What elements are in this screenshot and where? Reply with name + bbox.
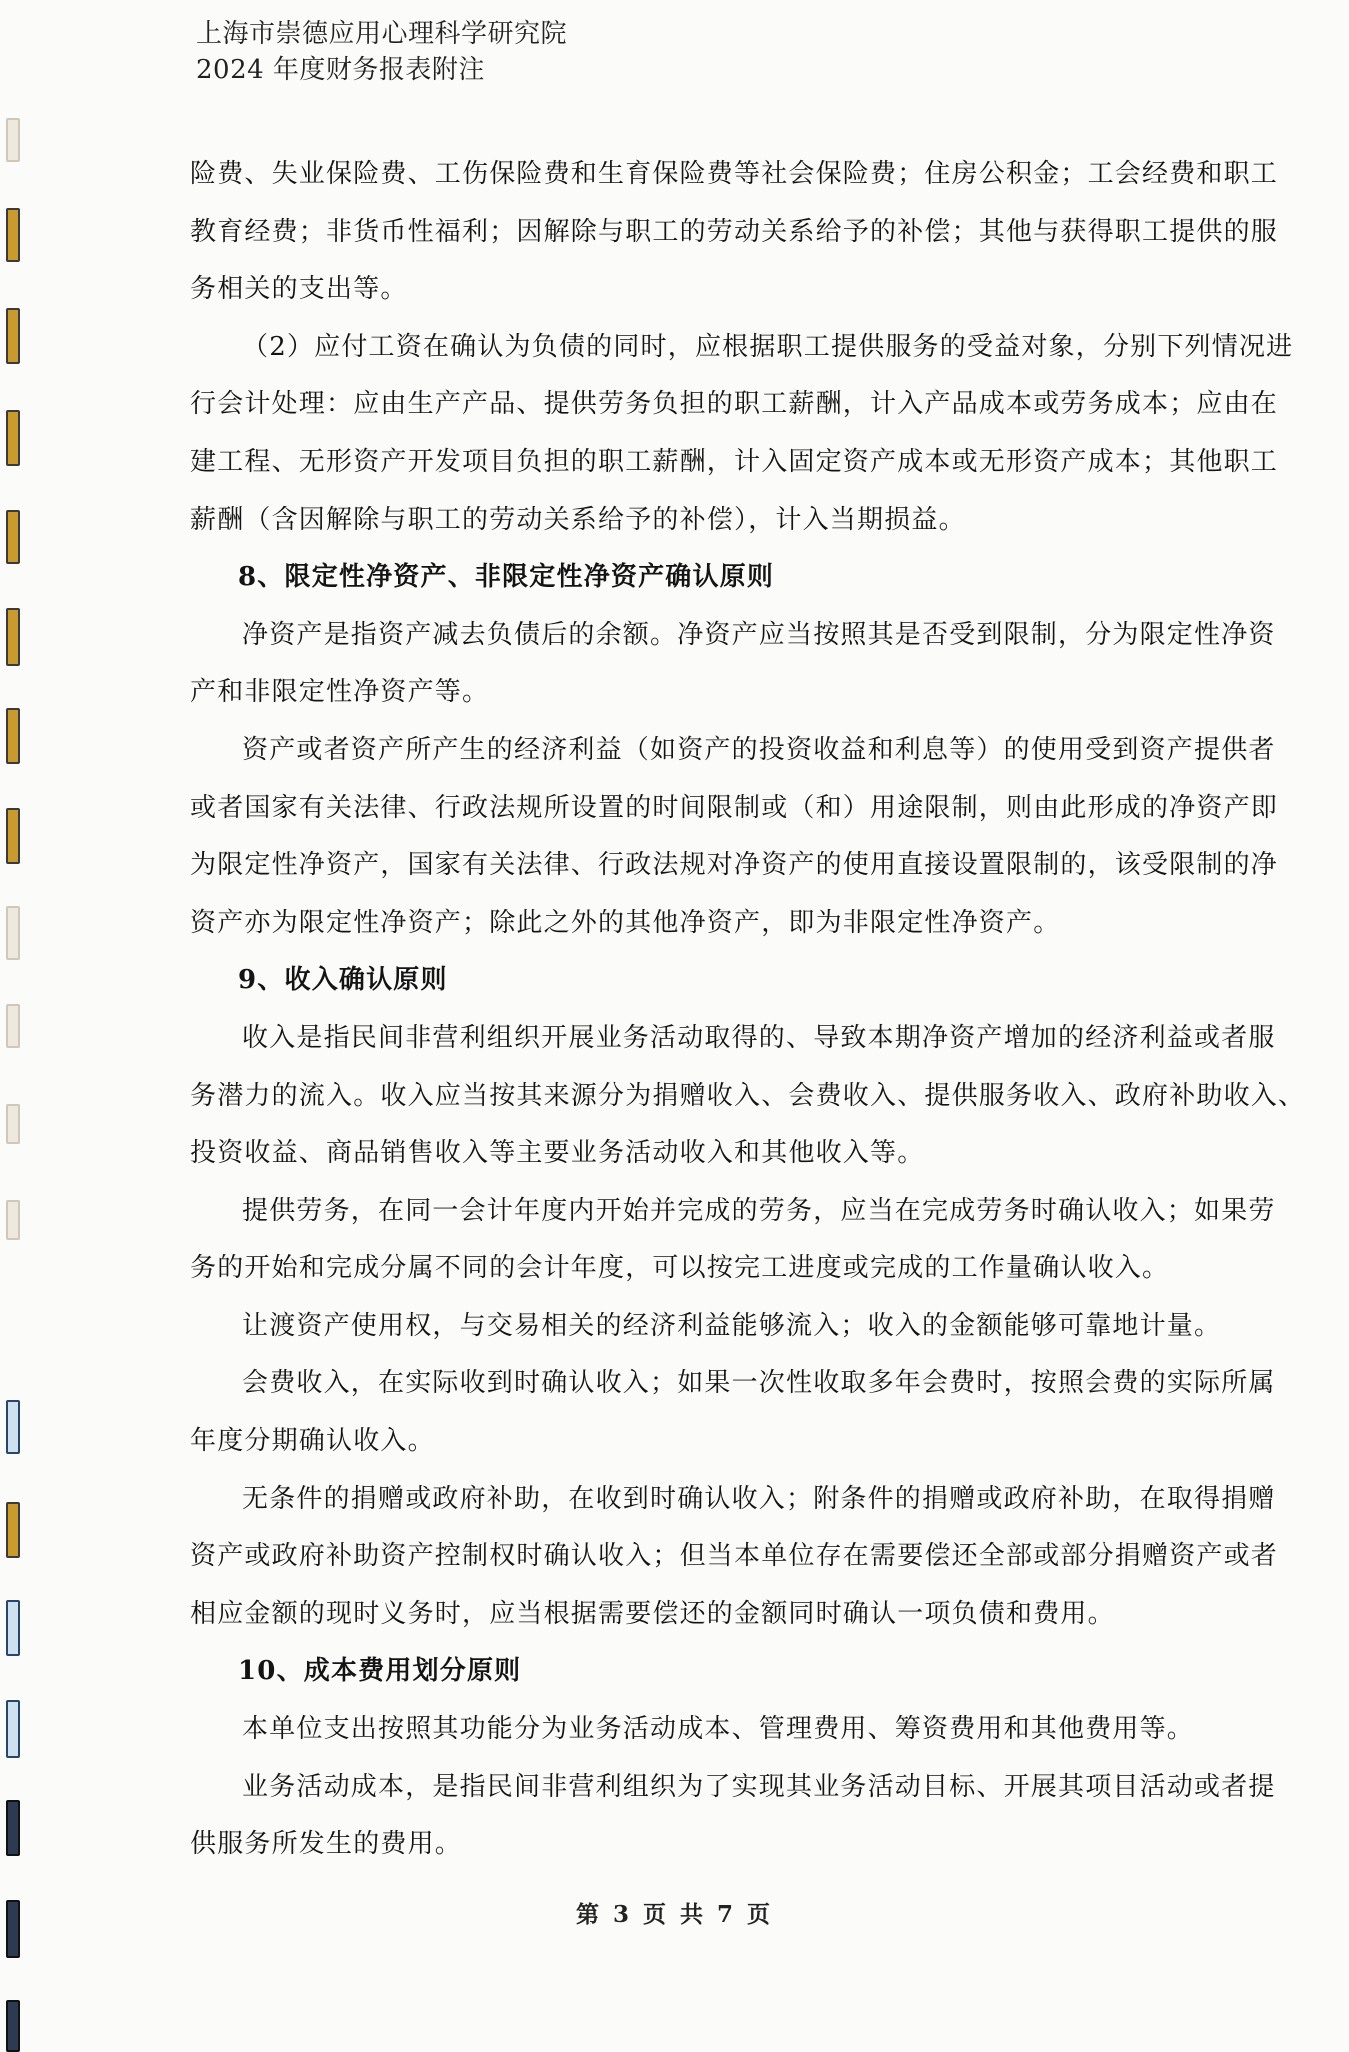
section-heading: 9、收入确认原则	[238, 965, 448, 996]
text-line: 年度分期确认收入。	[190, 1426, 435, 1457]
text-line: 净资产是指资产减去负债后的余额。净资产应当按照其是否受到限制，分为限定性净资	[242, 619, 1276, 650]
binding-mark	[6, 1400, 20, 1454]
text-line: 产和非限定性净资产等。	[190, 677, 490, 708]
section-heading: 8、限定性净资产、非限定性净资产确认原则	[238, 562, 775, 593]
binding-mark	[6, 808, 20, 864]
body-text	[190, 146, 1306, 1874]
organization-name: 上海市崇德应用心理科学研究院	[196, 19, 568, 49]
text-line: 资产亦为限定性净资产；除此之外的其他净资产，即为非限定性净资产。	[190, 907, 1061, 938]
binding-mark	[6, 608, 20, 666]
binding-mark	[6, 208, 20, 262]
page-number: 第 3 页 共 7 页	[575, 1901, 774, 1928]
text-line: 建工程、无形资产开发项目负担的职工薪酬，计入固定资产成本或无形资产成本；其他职工	[190, 446, 1279, 477]
text-line: 资产或者资产所产生的经济利益（如资产的投资收益和利息等）的使用受到资产提供者	[242, 734, 1276, 765]
binding-mark	[6, 708, 20, 764]
binding-mark	[6, 1600, 20, 1656]
text-line: （2）应付工资在确认为负债的同时，应根据职工提供服务的受益对象，分别下列情况进	[242, 331, 1294, 362]
text-line: 无条件的捐赠或政府补助，在收到时确认收入；附条件的捐赠或政府补助，在取得捐赠	[242, 1483, 1276, 1514]
binding-mark	[6, 2000, 20, 2052]
binding-mark	[6, 118, 20, 162]
text-line: 险费、失业保险费、工伤保险费和生育保险费等社会保险费；住房公积金；工会经费和职工	[190, 159, 1279, 189]
binding-mark	[6, 1800, 20, 1856]
text-line: 薪酬（含因解除与职工的劳动关系给予的补偿），计入当期损益。	[190, 504, 966, 535]
text-line: 务相关的支出等。	[190, 274, 408, 305]
binding-mark	[6, 1502, 20, 1558]
report-title: 2024 年度财务报表附注	[196, 55, 485, 85]
text-line: 供服务所发生的费用。	[190, 1829, 463, 1860]
text-line: 或者国家有关法律、行政法规所设置的时间限制或（和）用途限制，则由此形成的净资产即	[190, 792, 1279, 823]
text-line: 投资收益、商品销售收入等主要业务活动收入和其他收入等。	[190, 1138, 925, 1169]
text-line: 相应金额的现时义务时，应当根据需要偿还的金额同时确认一项负债和费用。	[190, 1598, 1115, 1629]
text-line: 务的开始和完成分属不同的会计年度，可以按完工进度或完成的工作量确认收入。	[190, 1253, 1170, 1284]
binding-mark	[6, 906, 20, 960]
text-line: 让渡资产使用权，与交易相关的经济利益能够流入；收入的金额能够可靠地计量。	[242, 1310, 1222, 1341]
binding-mark	[6, 1200, 20, 1240]
text-line: 业务活动成本，是指民间非营利组织为了实现其业务活动目标、开展其项目活动或者提	[242, 1771, 1276, 1802]
section-heading: 10、成本费用划分原则	[238, 1656, 522, 1687]
text-line: 资产或政府补助资产控制权时确认收入；但当本单位存在需要偿还全部或部分捐赠资产或者	[190, 1541, 1279, 1572]
text-line: 本单位支出按照其功能分为业务活动成本、管理费用、筹资费用和其他费用等。	[242, 1714, 1195, 1745]
text-line: 为限定性净资产，国家有关法律、行政法规对净资产的使用直接设置限制的，该受限制的净	[190, 850, 1279, 881]
binding-mark	[6, 1004, 20, 1048]
text-line: 收入是指民间非营利组织开展业务活动取得的、导致本期净资产增加的经济利益或者服	[242, 1022, 1276, 1053]
binding-mark	[6, 1104, 20, 1144]
text-line: 教育经费；非货币性福利；因解除与职工的劳动关系给予的补偿；其他与获得职工提供的服	[190, 216, 1279, 247]
binding-mark	[6, 510, 20, 564]
binding-mark	[6, 308, 20, 364]
document-header	[196, 16, 567, 88]
binding-mark	[6, 1700, 20, 1758]
text-line: 行会计处理：应由生产产品、提供劳务负担的职工薪酬，计入产品成本或劳务成本；应由在	[190, 389, 1279, 420]
binding-mark	[6, 410, 20, 466]
text-line: 提供劳务，在同一会计年度内开始并完成的劳务，应当在完成劳务时确认收入；如果劳	[242, 1195, 1276, 1226]
text-line: 会费收入，在实际收到时确认收入；如果一次性收取多年会费时，按照会费的实际所属	[242, 1368, 1276, 1399]
text-line: 务潜力的流入。收入应当按其来源分为捐赠收入、会费收入、提供服务收入、政府补助收入、	[190, 1080, 1306, 1111]
binding-edge	[0, 0, 28, 2048]
